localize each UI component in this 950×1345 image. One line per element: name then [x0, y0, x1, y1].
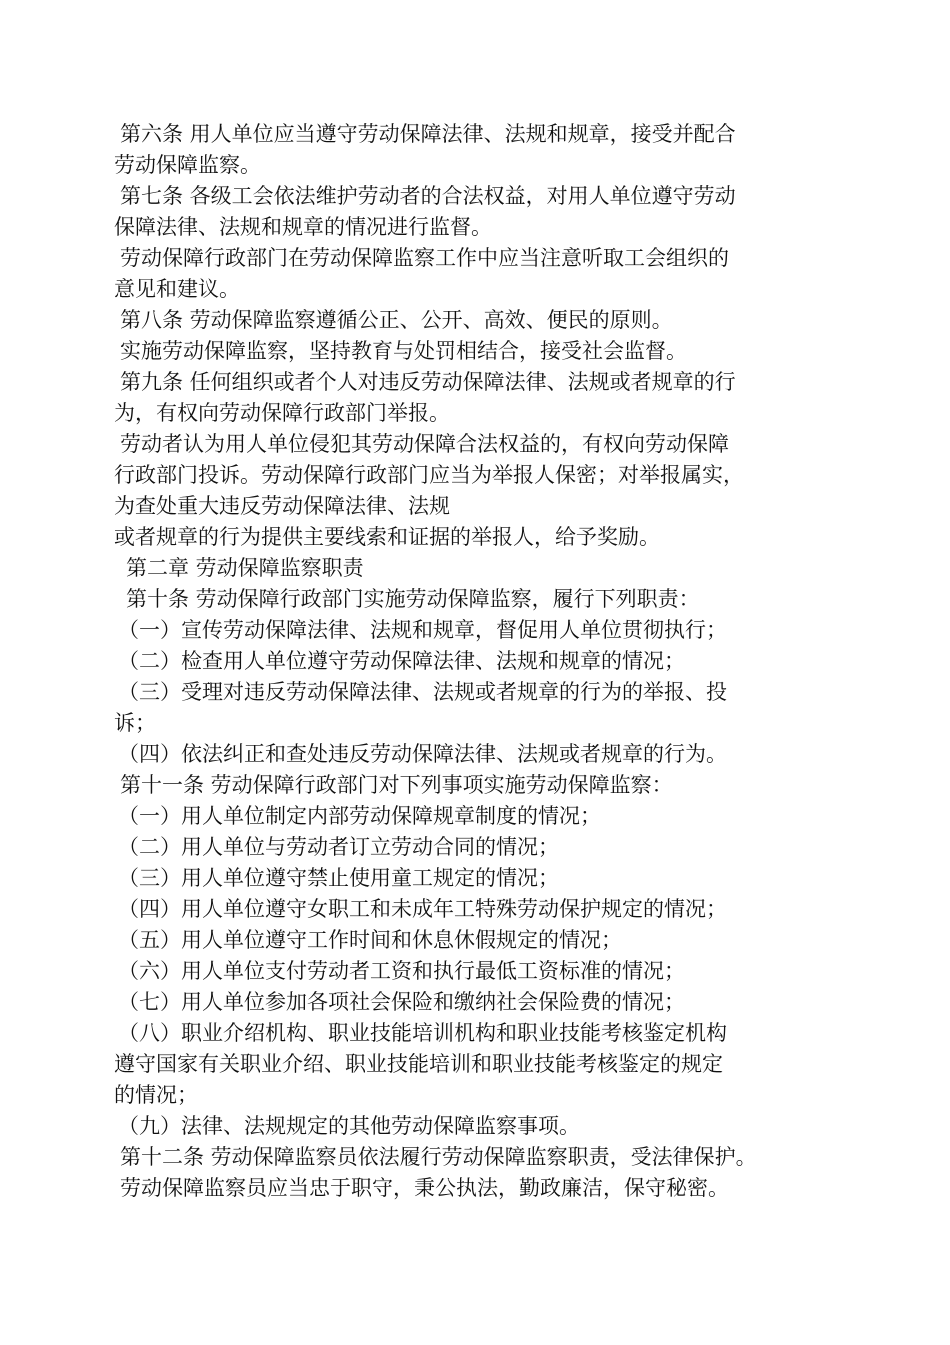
document-line: 的情况； — [114, 1083, 198, 1107]
document-line: （六）用人单位支付劳动者工资和执行最低工资标准的情况； — [118, 959, 685, 983]
document-line: 第六条 用人单位应当遵守劳动保障法律、法规和规章，接受并配合 — [120, 122, 736, 146]
document-line: 劳动保障行政部门在劳动保障监察工作中应当注意听取工会组织的 — [120, 246, 729, 270]
document-line: （八）职业介绍机构、职业技能培训机构和职业技能考核鉴定机构 — [118, 1021, 727, 1045]
document-body — [114, 119, 814, 1204]
document-line: 为，有权向劳动保障行政部门举报。 — [114, 401, 450, 425]
document-line: 第十条 劳动保障行政部门实施劳动保障监察，履行下列职责： — [126, 587, 700, 611]
document-line: 行政部门投诉。劳动保障行政部门应当为举报人保密；对举报属实， — [114, 463, 744, 487]
document-line: （一）宣传劳动保障法律、法规和规章，督促用人单位贯彻执行； — [118, 618, 727, 642]
document-line: 劳动保障监察员应当忠于职守，秉公执法，勤政廉洁，保守秘密。 — [120, 1176, 729, 1200]
document-line: （三）用人单位遵守禁止使用童工规定的情况； — [118, 866, 559, 890]
document-line: 第十一条 劳动保障行政部门对下列事项实施劳动保障监察： — [120, 773, 673, 797]
document-line: 劳动者认为用人单位侵犯其劳动保障合法权益的，有权向劳动保障 — [120, 432, 729, 456]
document-line: 保障法律、法规和规章的情况进行监督。 — [114, 215, 492, 239]
document-line: （七）用人单位参加各项社会保险和缴纳社会保险费的情况； — [118, 990, 685, 1014]
document-line: 第九条 任何组织或者个人对违反劳动保障法律、法规或者规章的行 — [120, 370, 736, 394]
document-line: 实施劳动保障监察，坚持教育与处罚相结合，接受社会监督。 — [120, 339, 687, 363]
document-line: 劳动保障监察。 — [114, 153, 261, 177]
document-line: 为查处重大违反劳动保障法律、法规 — [114, 494, 450, 518]
document-line: 或者规章的行为提供主要线索和证据的举报人，给予奖励。 — [114, 525, 660, 549]
document-line: （九）法律、法规规定的其他劳动保障监察事项。 — [118, 1114, 580, 1138]
document-line: （三）受理对违反劳动保障法律、法规或者规章的行为的举报、投 — [118, 680, 727, 704]
document-line: 第十二条 劳动保障监察员依法履行劳动保障监察职责，受法律保护。 — [120, 1145, 757, 1169]
document-line: 第七条 各级工会依法维护劳动者的合法权益，对用人单位遵守劳动 — [120, 184, 736, 208]
document-line: （四）依法纠正和查处违反劳动保障法律、法规或者规章的行为。 — [118, 742, 727, 766]
document-line: 第八条 劳动保障监察遵循公正、公开、高效、便民的原则。 — [120, 308, 673, 332]
document-line: （一）用人单位制定内部劳动保障规章制度的情况； — [118, 804, 601, 828]
document-line: 意见和建议。 — [114, 277, 240, 301]
document-line: 第二章 劳动保障监察职责 — [126, 556, 364, 580]
document-line: 诉； — [114, 711, 156, 735]
document-line: 遵守国家有关职业介绍、职业技能培训和职业技能考核鉴定的规定 — [114, 1052, 723, 1076]
document-line: （二）用人单位与劳动者订立劳动合同的情况； — [118, 835, 559, 859]
document-line: （四）用人单位遵守女职工和未成年工特殊劳动保护规定的情况； — [118, 897, 727, 921]
document-line: （五）用人单位遵守工作时间和休息休假规定的情况； — [118, 928, 622, 952]
document-line: （二）检查用人单位遵守劳动保障法律、法规和规章的情况； — [118, 649, 685, 673]
